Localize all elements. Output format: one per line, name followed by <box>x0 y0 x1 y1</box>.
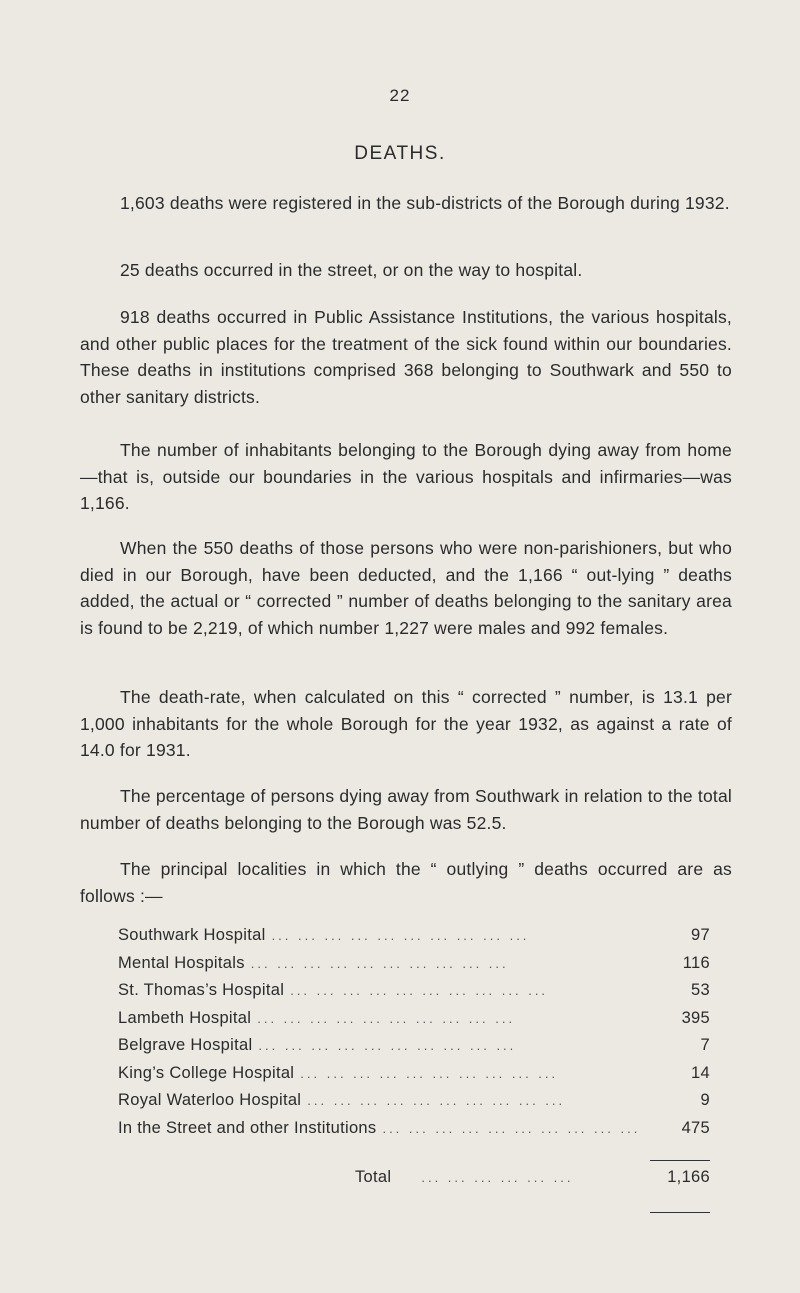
leader-dots: ... ... ... ... ... ... ... ... ... ... <box>307 1093 566 1108</box>
paragraph: 918 deaths occurred in Public Assistance Institutions, the various hospitals, and other public places for the treatment of the sick found within our boundaries. These deaths in institutions comprised 368 belonging to Southwark and 550 to other sanitary districts. <box>80 307 732 407</box>
leader-dots: ... ... ... ... ... ... ... ... ... ... <box>300 1065 559 1081</box>
table-row <box>118 1091 710 1119</box>
locality-name: Lambeth Hospital <box>118 1008 252 1027</box>
leader-dots: ... ... ... ... ... ... ... ... ... ... <box>271 928 530 943</box>
table-row <box>118 1009 710 1037</box>
leader-dots: ... ... ... ... ... ... ... ... ... ... <box>258 1038 517 1053</box>
table-row <box>118 1119 710 1147</box>
total-row <box>355 1168 710 1187</box>
paragraph: When the 550 deaths of those persons who were non-parishioners, but who died in our Borough, have been deducted, and the 1,166 “ out-lying ” deaths added, the actual or “ corrected ” number of deaths belonging to the sanitary area is found to be 2,219, of which number 1,227 were males and 992 females. <box>80 538 732 638</box>
paragraph: The number of inhabitants belonging to the Borough dying away from home—that is, outside our boundaries in the various hospitals and infirmaries—was 1,166. <box>80 440 732 513</box>
table-row <box>118 954 710 982</box>
table-row <box>118 1064 710 1092</box>
paragraph: The death-rate, when calculated on this “ corrected ” number, is 13.1 per 1,000 inhabitants for the whole Borough for the year 1932, as against a rate of 14.0 for 1931. <box>80 687 732 760</box>
leader-dots: ... ... ... ... ... ... ... ... ... ... <box>257 1010 516 1026</box>
leader-dots: ... ... ... ... ... ... ... ... ... ... <box>290 983 549 998</box>
total-value: 1,166 <box>667 1168 710 1186</box>
locality-value: 14 <box>691 1063 710 1082</box>
paragraph: 1,603 deaths were registered in the sub-districts of the Borough during 1932. <box>120 193 730 213</box>
locality-value: 116 <box>682 953 710 972</box>
paragraph: The percentage of persons dying away from Southwark in relation to the total number of deaths belonging to the Borough was 52.5. <box>80 786 732 833</box>
locality-name: In the Street and other Institutions <box>118 1118 377 1137</box>
localities-table <box>118 926 710 1146</box>
locality-value: 53 <box>691 981 710 999</box>
locality-name: Royal Waterloo Hospital <box>118 1091 302 1109</box>
table-row <box>118 981 710 1009</box>
locality-name: King’s College Hospital <box>118 1063 295 1082</box>
page-title: DEATHS. <box>354 143 446 164</box>
locality-name: Mental Hospitals <box>118 953 245 972</box>
locality-name: St. Thomas’s Hospital <box>118 981 285 999</box>
leader-dots: ... ... ... ... ... ... <box>421 1170 574 1185</box>
locality-name: Belgrave Hospital <box>118 1036 253 1054</box>
table-row <box>118 1036 710 1064</box>
leader-dots: ... ... ... ... ... ... ... ... ... ... <box>250 955 509 971</box>
table-row <box>118 926 710 954</box>
sum-rule-top <box>650 1160 710 1161</box>
leader-dots: ... ... ... ... ... ... ... ... ... ... <box>382 1120 641 1136</box>
paragraph: 25 deaths occurred in the street, or on the way to hospital. <box>120 260 583 280</box>
total-label: Total <box>355 1168 392 1186</box>
page-number: 22 <box>389 86 411 105</box>
locality-value: 97 <box>691 926 710 944</box>
locality-value: 9 <box>700 1091 710 1109</box>
sum-rule-bottom <box>650 1212 710 1213</box>
locality-value: 475 <box>681 1118 710 1137</box>
paragraph: The principal localities in which the “ outlying ” deaths occurred are as follows :— <box>80 859 732 906</box>
locality-name: Southwark Hospital <box>118 926 266 944</box>
locality-value: 7 <box>700 1036 710 1054</box>
locality-value: 395 <box>681 1008 710 1027</box>
